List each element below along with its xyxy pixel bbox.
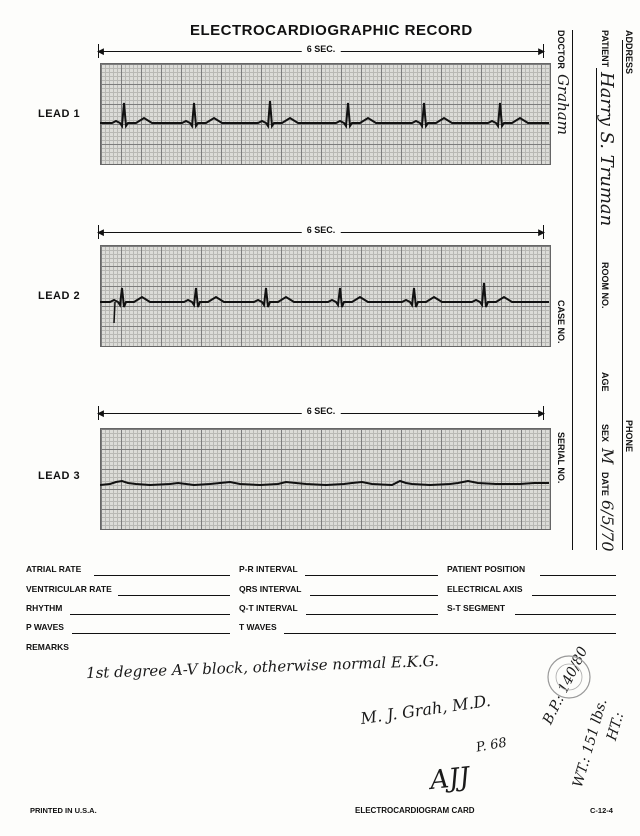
lead-3-time-scale: ◀ ▶ 6 SEC.	[97, 406, 545, 418]
room-no-label: ROOM NO.	[600, 262, 610, 309]
qrs-interval-field[interactable]	[310, 595, 438, 596]
qrs-interval-label: QRS INTERVAL	[239, 584, 302, 594]
lead-3-scale-label: 6 SEC.	[302, 406, 341, 416]
weight-note: WT.: 151 lbs.	[570, 696, 611, 790]
date-label: DATE	[600, 472, 610, 496]
lead-1-scale-label: 6 SEC.	[302, 44, 341, 54]
address-label: ADDRESS	[624, 30, 634, 75]
page-title: ELECTROCARDIOGRAPHIC RECORD	[190, 22, 473, 39]
archive-stamp-icon	[546, 654, 592, 700]
pr-interval-label: P-R INTERVAL	[239, 564, 298, 574]
height-note: HT.:	[604, 710, 628, 743]
lead-3-trace	[100, 428, 549, 528]
physician-signature: M. J. Grah, M.D.	[359, 690, 492, 729]
ventricular-rate-field[interactable]	[118, 595, 230, 596]
serial-no-label: SERIAL NO.	[556, 432, 566, 484]
address-line	[622, 40, 623, 550]
card-title: ELECTROCARDIOGRAM CARD	[355, 806, 475, 815]
form-code: C-12-4	[590, 806, 613, 815]
rhythm-label: RHYTHM	[26, 603, 63, 613]
electrical-axis-label: ELECTRICAL AXIS	[447, 584, 523, 594]
p-waves-field[interactable]	[72, 633, 230, 634]
rhythm-field[interactable]	[70, 614, 230, 615]
patient-position-label: PATIENT POSITION	[447, 564, 526, 574]
age-label: AGE	[600, 372, 610, 392]
patient-label: PATIENT	[600, 30, 610, 68]
atrial-rate-field[interactable]	[94, 575, 230, 576]
date-value: 6/5/70	[598, 500, 617, 552]
sex-label: SEX	[600, 424, 610, 443]
st-segment-label: S-T SEGMENT	[447, 603, 506, 613]
phone-label: PHONE	[624, 420, 634, 453]
remarks-handwriting: 1st degree A-V block, otherwise normal E.K.G.	[85, 651, 440, 683]
side-divider	[572, 30, 573, 550]
lead-2-label: LEAD 2	[38, 290, 81, 302]
pulse-note: P. 68	[474, 735, 508, 756]
printed-in-usa: PRINTED IN U.S.A.	[30, 806, 97, 815]
lead-2-trace	[100, 245, 549, 345]
t-waves-field[interactable]	[284, 633, 616, 634]
lead-1-trace	[100, 63, 549, 163]
t-waves-label: T WAVES	[239, 622, 277, 632]
doctor-value: Graham	[554, 74, 572, 135]
patient-position-field[interactable]	[540, 575, 616, 576]
pr-interval-field[interactable]	[305, 575, 438, 576]
doctor-label: DOCTOR	[556, 30, 566, 69]
sex-value: M	[598, 448, 617, 465]
lead-3-label: LEAD 3	[38, 470, 81, 482]
remarks-label: REMARKS	[26, 642, 69, 652]
lead-1-time-scale: ◀ ▶ 6 SEC.	[97, 44, 545, 56]
initials-note: AJJ	[428, 762, 472, 796]
electrical-axis-field[interactable]	[532, 595, 616, 596]
p-waves-label: P WAVES	[26, 622, 64, 632]
lead-1-label: LEAD 1	[38, 108, 81, 120]
patient-name: Harry S. Truman	[596, 72, 617, 227]
lead-2-time-scale: ◀ ▶ 6 SEC.	[97, 225, 545, 237]
case-no-label: CASE NO.	[556, 300, 566, 344]
bp-note: B.P.: 140/80	[540, 644, 592, 728]
qt-interval-field[interactable]	[306, 614, 438, 615]
lead-2-scale-label: 6 SEC.	[302, 225, 341, 235]
st-segment-field[interactable]	[515, 614, 616, 615]
qt-interval-label: Q-T INTERVAL	[239, 603, 298, 613]
ventricular-rate-label: VENTRICULAR RATE	[26, 584, 112, 594]
atrial-rate-label: ATRIAL RATE	[26, 564, 82, 574]
